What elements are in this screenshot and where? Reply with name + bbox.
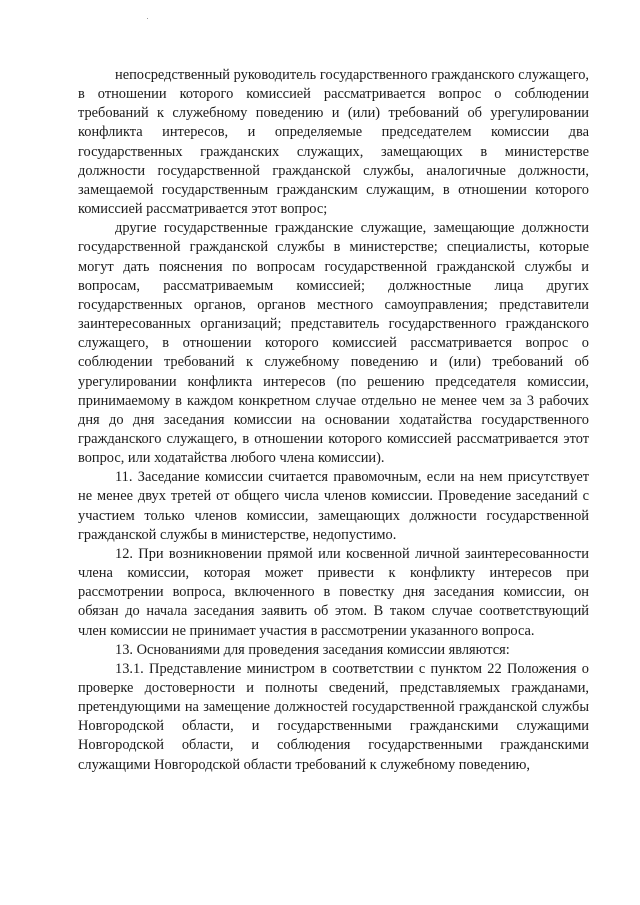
paragraph-item-13-grounds: 13. Основаниями для проведения заседания комиссии являются: (115, 641, 510, 658)
scan-speck (147, 18, 148, 19)
paragraph-continuation-direct-supervisor: непосредственный руководитель государственного гражданского служащего, в отношении которого комиссией рассматривается вопрос о соблюдении требований к служебному поведению и (или) требований об урегулировании конфликта интересов, и определяемые председателем комиссии два государственных гражданских служащих, замещающих в министерстве должности государственной гражданской службы, аналогичные должности, замещаемой государственным гражданским служащим, в отношении которого комиссией рассматривается этот вопрос; (78, 67, 589, 218)
paragraph-item-11-quorum: 11. Заседание комиссии считается правомочным, если на нем присутствует не менее двух третей от общего числа членов комиссии. Проведение заседаний с участием только членов комиссии, замещающих должности государственной гражданской службы в министерстве, недопустимо. (78, 469, 589, 543)
paragraph-item-13-1-submission: 13.1. Представление министром в соответствии с пунктом 22 Положения о проверке достоверности и полноты сведений, представляемых гражданами, претендующими на замещение должностей государственной гражданской службы Новгородской области, и государственными гражданскими служащими Новгородской области, и соблюдения государственными гражданскими служащими Новгородской области требований к служебному поведению, (78, 660, 589, 773)
document-body (78, 66, 589, 775)
paragraph-other-participants: другие государственные гражданские служащие, замещающие должности государственной гражданской службы в министерстве; специалисты, которые могут дать пояснения по вопросам государственной гражданской службы и вопросам, рассматриваемым комиссией; должностные лица других государственных органов, органов местного самоуправления; представители заинтересованных организаций; представитель государственного гражданского служащего, в отношении которого комиссией рассматривается вопрос о соблюдении требований к служебному поведению и (или) требований об урегулировании конфликта интересов (по решению председателя комиссии, принимаемому в каждом конкретном случае отдельно не менее чем за 3 рабочих дня до дня заседания комиссии на основании ходатайства государственного гражданского служащего, в отношении которого комиссией рассматривается этот вопрос, или ходатайства любого члена комиссии). (78, 220, 589, 467)
paragraph-item-12-conflict-of-interest: 12. При возникновении прямой или косвенной личной заинтересованности члена комиссии, которая может привести к конфликту интересов при рассмотрении вопроса, включенного в повестку дня заседания комиссии, он обязан до начала заседания заявить об этом. В таком случае соответствующий член комиссии не принимает участия в рассмотрении указанного вопроса. (78, 545, 589, 639)
